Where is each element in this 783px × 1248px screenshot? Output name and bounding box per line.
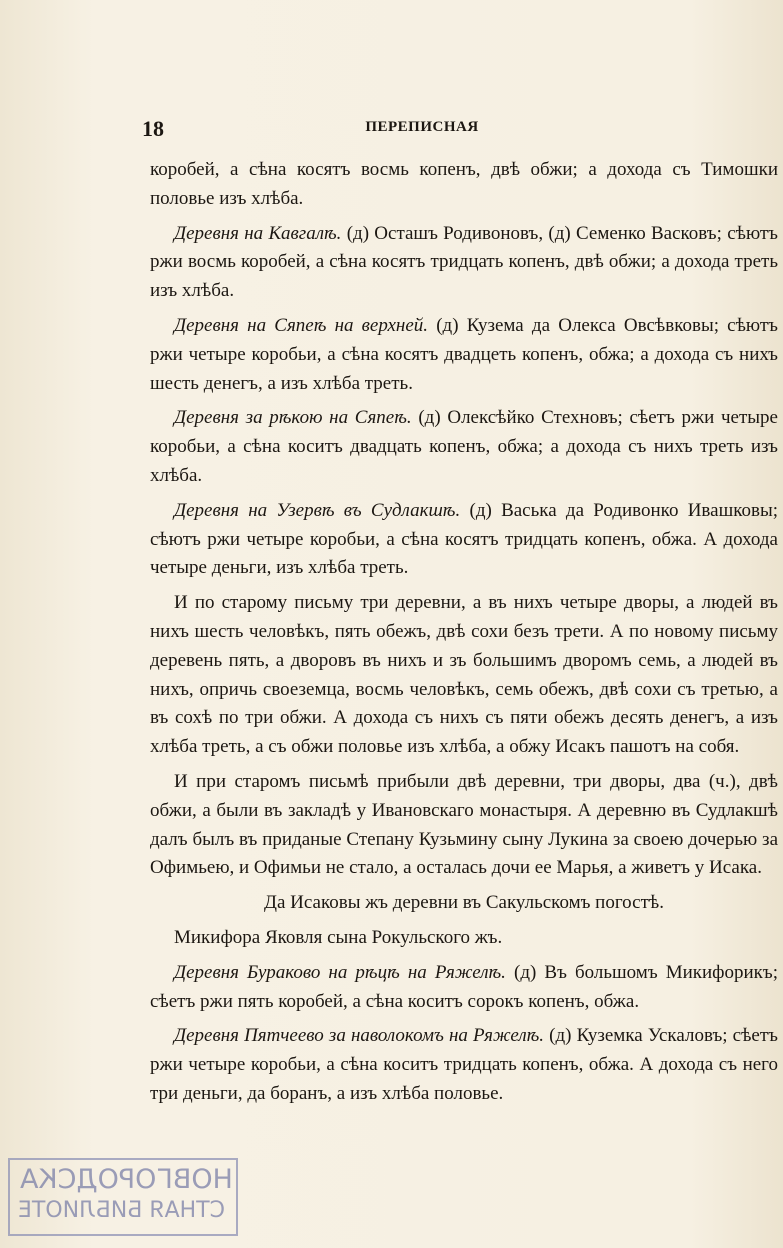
page-header [142, 116, 702, 140]
village-heading: Деревня за рѣкою на Сяпеѣ. [174, 407, 412, 429]
paragraph-text: (д) Въ большомъ Микифорикъ; сѣетъ ржи пять коробей, а сѣна коситъ сорокъ копенъ, обжа. [150, 961, 779, 1012]
body-text [150, 156, 778, 1115]
paragraph-text: (д) Олексѣйко Стехновъ; сѣетъ ржи четыре коробьи, а сѣна коситъ двадцать копенъ, обжа; а дохода съ нихъ треть изъ хлѣба. [150, 407, 778, 486]
running-head: ПЕРЕПИСНАЯ [365, 119, 479, 135]
stamp-text-line1: НОВГОРОДСКА [20, 1164, 233, 1195]
page-number: 18 [142, 116, 164, 141]
paragraph [150, 312, 778, 398]
paragraph [150, 889, 778, 918]
paragraph-text: Да Исаковы жъ деревни въ Сакульскомъ погостѣ. [264, 892, 664, 914]
village-heading: Деревня на Узервѣ въ Судлакшѣ. [174, 499, 461, 521]
village-heading: Деревня Пятчеево за наволокомъ на Ряжелѣ. [174, 1025, 545, 1047]
paragraph-text: Микифора Яковля сына Рокульского жъ. [174, 926, 503, 948]
paragraph-text: (д) Осташъ Родивоновъ, (д) Семенко Васковъ; сѣютъ ржи восмь коробей, а сѣна косятъ тридцать копенъ, двѣ обжи; а дохода треть изъ хлѣба. [150, 222, 779, 302]
village-heading: Деревня на Сяпеѣ на верхней. [174, 314, 429, 336]
paragraph [150, 497, 778, 583]
stamp-text-line2: СТНАЯ БИБЛИОТЕ [18, 1198, 225, 1223]
paragraph [150, 220, 778, 306]
village-heading: Деревня на Кавгалѣ. [174, 222, 342, 244]
village-heading: Деревня Бураково на рѣцѣ на Ряжелѣ. [174, 961, 506, 983]
paragraph-text: И при старомъ письмѣ прибыли двѣ деревни, три дворы, два (ч.), двѣ обжи, а были въ закладѣ у Ивановскаго монастыря. А деревню въ Судлакшѣ далъ былъ въ приданые Степану Кузьмину сыну Лукина за своею дочерью за Офимьею, и Офимьи не стало, а осталась дочи ее Марья, а живетъ у Исака. [150, 770, 778, 879]
paragraph-text: (д) Кузема да Олекса Овсѣвковы; сѣютъ ржи четыре коробьи, а сѣна косятъ двадцеть копенъ, обжа; а дохода съ нихъ шесть денегъ, а изъ хлѣба треть. [150, 314, 779, 394]
paragraph [150, 589, 778, 762]
paragraph-text: (д) Васька да Родивонко Ивашковы; сѣютъ ржи четыре коробьи, а сѣна косятъ тридцать копенъ, обжа. А дохода четыре деньги, изъ хлѣба треть. [150, 499, 778, 579]
library-stamp [8, 1158, 238, 1236]
paragraph [150, 959, 778, 1017]
paragraph-text: И по старому письму три деревни, а въ нихъ четыре дворы, а людей въ нихъ шесть человѣкъ, пять обежъ, двѣ сохи безъ трети. А по новому письму деревень пять, а дворовъ въ нихъ и зъ большимъ дворомъ семь, а людей въ нихъ, опричь своеземца, восмь человѣкъ, семь обежъ, двѣ сохи съ третью, а въ сохѣ по три обжи. А дохода съ нихъ съ пяти обежъ десять денегъ, а изъ хлѣба треть, а съ обжи половье изъ хлѣба, а обжу Исакъ пашотъ на собя. [150, 592, 778, 758]
paragraph-text: (д) Куземка Ускаловъ; сѣетъ ржи четыре коробьи, а сѣна коситъ тридцать копенъ, обжа. А дохода съ него три деньги, да боранъ, а изъ хлѣба половье. [150, 1025, 778, 1104]
paragraph [150, 924, 778, 953]
paragraph [150, 404, 778, 490]
paragraph [150, 156, 778, 214]
paragraph [150, 768, 778, 883]
paragraph [150, 1022, 778, 1108]
paragraph-text: коробей, а сѣна косятъ восмь копенъ, двѣ обжи; а дохода съ Тимошки половье изъ хлѣба. [150, 159, 778, 209]
